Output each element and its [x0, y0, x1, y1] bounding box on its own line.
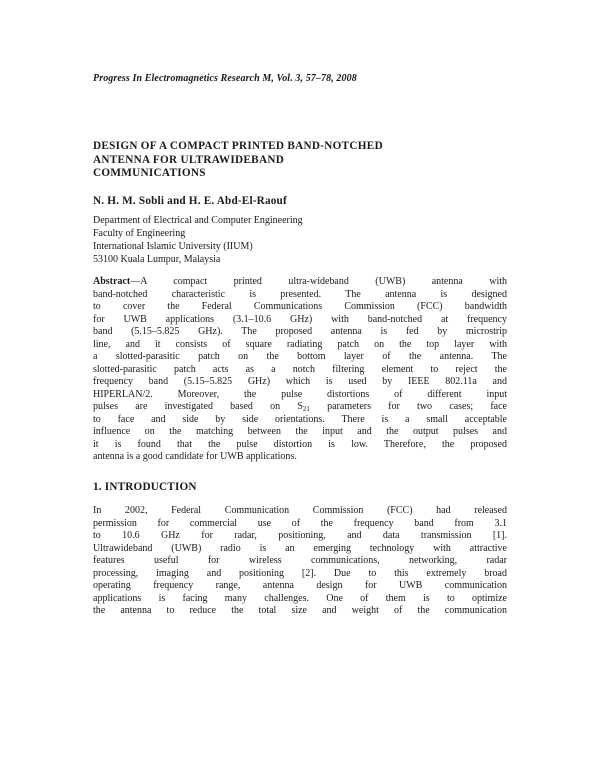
abstract-line: to face and side by side orientations. There is a small acceptable	[93, 413, 507, 425]
affiliation-line: Department of Electrical and Computer Engineering	[93, 215, 303, 226]
abstract-line: to cover the Federal Communications Commission (FCC) bandwidth	[93, 301, 507, 312]
authors: N. H. M. Sobli and H. E. Abd-El-Raouf	[93, 195, 287, 207]
abstract-line: a slotted-parasitic patch on the bottom layer of the antenna. The	[93, 351, 507, 362]
body-line: processing, imaging and positioning [2]. Due to this extremely broad	[93, 567, 507, 579]
running-head: Progress In Electromagnetics Research M, Vol. 3, 57–78, 2008	[93, 73, 357, 84]
abstract-line: band-notched characteristic is presented. The antenna is designed	[93, 288, 507, 300]
abstract-line	[93, 401, 507, 414]
abstract-line: HIPERLAN/2. Moreover, the pulse distortions of different input	[93, 388, 507, 400]
abstract	[93, 276, 507, 464]
affiliation-line: International Islamic University (IIUM)	[93, 241, 253, 252]
body-line: operating frequency range, antenna design for UWB communication	[93, 580, 507, 591]
affiliation-line: Faculty of Engineering	[93, 228, 186, 239]
body-line: In 2002, Federal Communication Commission (FCC) had released	[93, 505, 507, 516]
section-heading: 1. INTRODUCTION	[93, 481, 197, 493]
abstract-line: it is found that the pulse distortion is low. Therefore, the proposed	[93, 438, 507, 450]
abstract-label: Abstract	[93, 276, 131, 287]
title-line: COMMUNICATIONS	[93, 167, 206, 179]
body-line: applications is facing many challenges. One of them is to optimize	[93, 592, 507, 604]
body-line: to 10.6 GHz for radar, positioning, and data transmission [1].	[93, 530, 507, 541]
abstract-line: for UWB applications (3.1–10.6 GHz) with band-notched at frequency	[93, 313, 507, 325]
title-line: DESIGN OF A COMPACT PRINTED BAND-NOTCHED	[93, 140, 383, 152]
abstract-line: line, and it consists of square radiating patch on the top layer with	[93, 338, 507, 350]
abstract-line	[93, 276, 507, 289]
body-line: the antenna to reduce the total size and weight of the communication	[93, 605, 507, 616]
title-line: ANTENNA FOR ULTRAWIDEBAND	[93, 153, 285, 166]
abstract-text: —A compact printed ultra-wideband (UWB) antenna with	[130, 276, 507, 287]
body-line: Ultrawideband (UWB) radio is an emerging technology with attractive	[93, 542, 507, 554]
abstract-text: parameters for two cases; face	[309, 401, 507, 412]
s21-subscript: 21	[302, 405, 310, 413]
abstract-line: influence on the matching between the input and the output pulses and	[93, 426, 507, 437]
abstract-line: antenna is a good candidate for UWB applications.	[93, 451, 297, 462]
abstract-line: band (5.15–5.825 GHz). The proposed antenna is fed by microstrip	[93, 326, 507, 337]
abstract-line: slotted-parasitic patch acts as a notch filtering element to reject the	[93, 363, 507, 375]
body-line: features useful for wireless communications, networking, radar	[93, 555, 507, 566]
body-line: permission for commercial use of the frequency band from 3.1	[93, 517, 507, 529]
section-body	[93, 505, 507, 618]
abstract-text: pulses are investigated based on S	[93, 401, 303, 412]
abstract-line: frequency band (5.15–5.825 GHz) which is used by IEEE 802.11a and	[93, 376, 507, 387]
affiliation	[93, 214, 303, 266]
affiliation-line: 53100 Kuala Lumpur, Malaysia	[93, 254, 221, 265]
paper-title	[93, 140, 433, 181]
